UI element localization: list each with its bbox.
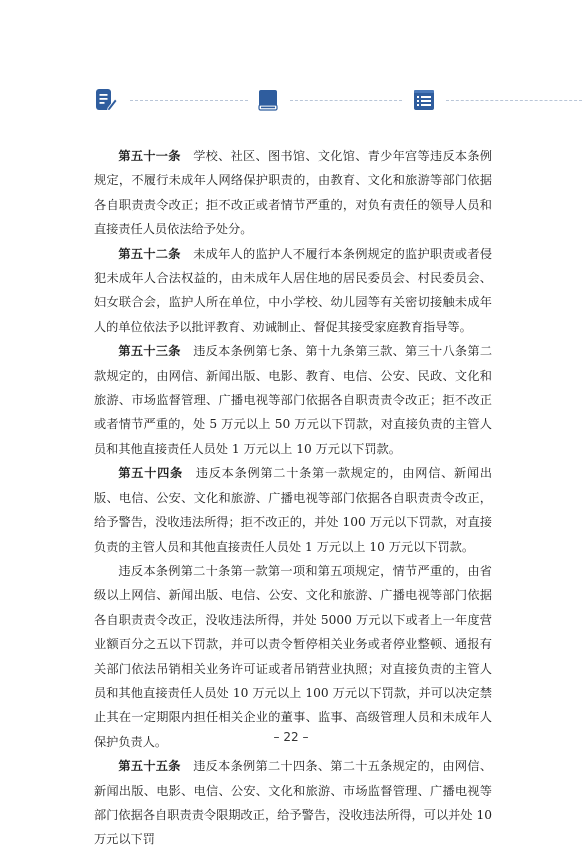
- article-text: 违反本条例第七条、第十九条第三款、第三十八条第二款规定的，由网信、新闻出版、电影、教育、电信、公安、民政、文化和旅游、市场监督管理、广播电视等部门依据各自职责责令改正；拒不改正或者情节严重的，处 5 万元以上 50 万元以下罚款，对直接负责的主管人员和其他直接责任人员处 1 万元以上 10 万元以下罚款。: [94, 344, 493, 456]
- article-number: 第五十三条: [118, 344, 181, 359]
- document-edit-icon: [94, 88, 118, 112]
- header-divider: [130, 100, 248, 101]
- article-number: 第五十四条: [118, 466, 183, 481]
- list-document-icon: [412, 88, 436, 112]
- article-54: [94, 461, 492, 559]
- article-number: 第五十五条: [118, 759, 181, 774]
- page-header: [0, 84, 582, 120]
- book-icon: [256, 88, 280, 112]
- article-text: 违反本条例第二十条第一款第一项和第五项规定，情节严重的，由省级以上网信、新闻出版、电信、公安、文化和旅游、广播电视等部门依据各自职责责令改正，没收违法所得，并处 5000 万元以下或者上一年度营业额百分之五以下罚款，并可以责令暂停相关业务或者停业整顿、通报有关部门依法吊销相关业务许可证或者吊销营业执照；对直接负责的主管人员和其他直接责任人员处 10 万元以上 100 万元以下罚款，并可以决定禁止其在一定期限内担任相关企业的董事、监事、高级管理人员和未成年人保护负责人。: [94, 563, 492, 749]
- article-text: 违反本条例第二十条第一款规定的，由网信、新闻出版、电信、公安、文化和旅游、广播电视等部门依据各自职责责令改正，给予警告，没收违法所得；拒不改正的，并处 100 万元以下罚款，对直接负责的主管人员和其他直接责任人员处 1 万元以上 10 万元以下罚款。: [94, 466, 493, 554]
- article-52: [94, 242, 492, 340]
- article-text: 未成年人的监护人不履行本条例规定的监护职责或者侵犯未成年人合法权益的，由未成年人居住地的居民委员会、村民委员会、妇女联合会，监护人所在单位，中小学校、幼儿园等有关密切接触未成年人的单位依法予以批评教育、劝诫制止、督促其接受家庭教育指导等。: [94, 246, 493, 334]
- article-53: [94, 339, 492, 461]
- article-51: [94, 144, 492, 242]
- document-body: [94, 144, 492, 852]
- article-54-paragraph-2: [94, 559, 492, 754]
- article-text: 学校、社区、图书馆、文化馆、青少年宫等违反本条例规定，不履行未成年人网络保护职责的，由教育、文化和旅游等部门依据各自职责责令改正；拒不改正或者情节严重的，对负有责任的领导人员和直接责任人员依法给予处分。: [94, 149, 493, 237]
- article-number: 第五十一条: [118, 149, 181, 163]
- page-number: – 22 –: [273, 730, 309, 744]
- article-text: 违反本条例第二十四条、第二十五条规定的，由网信、新闻出版、电影、电信、公安、文化和旅游、市场监督管理、广播电视等部门依据各自职责责令限期改正，给予警告，没收违法所得，可以并处 10 万元以下罚: [94, 759, 493, 847]
- article-55: [94, 754, 492, 852]
- header-divider: [446, 100, 582, 101]
- article-number: 第五十二条: [118, 246, 181, 261]
- header-divider: [290, 100, 402, 101]
